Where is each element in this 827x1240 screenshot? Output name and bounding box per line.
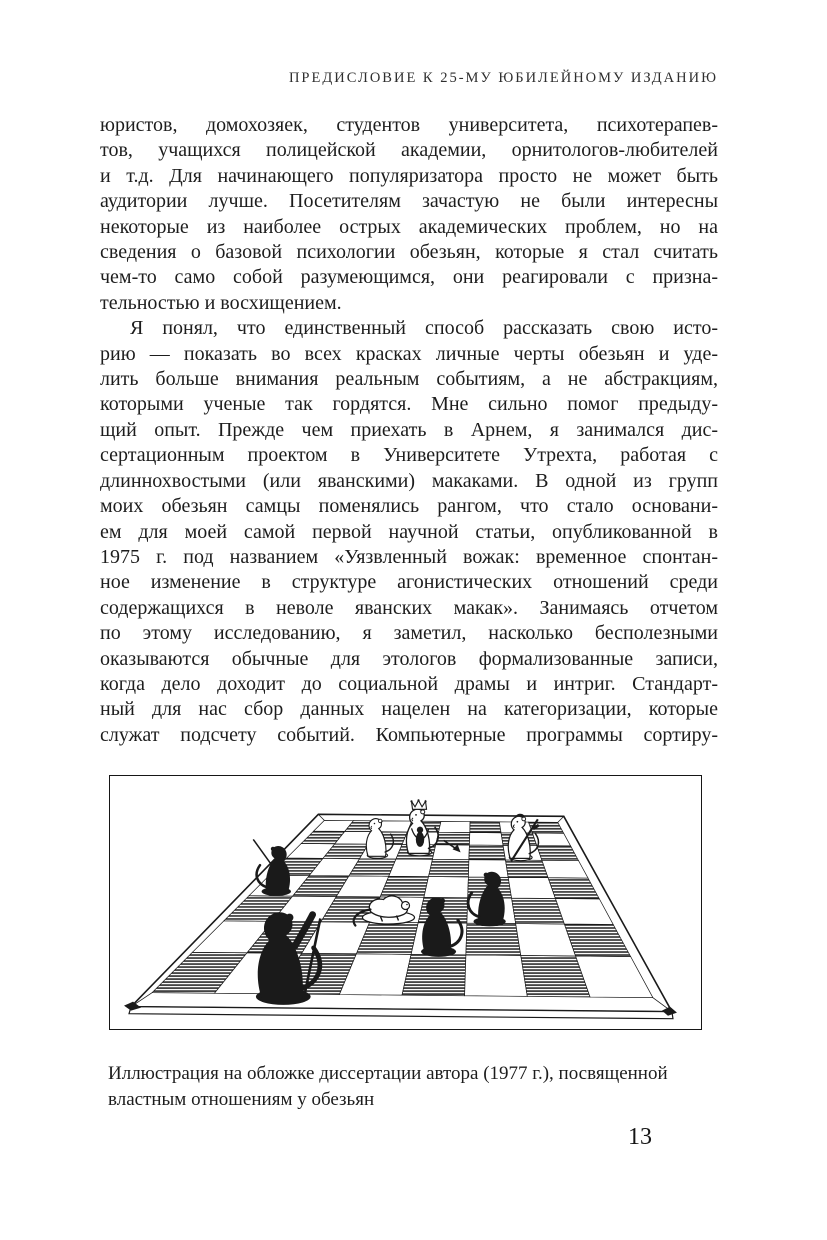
board-cell bbox=[508, 877, 555, 898]
board-cell bbox=[424, 877, 468, 898]
board-cell bbox=[505, 860, 548, 878]
text-line: которыми ученые так гордятся. Мне сильно помог предыду- bbox=[100, 393, 718, 416]
board-cell bbox=[469, 832, 503, 845]
board-cell bbox=[466, 923, 521, 955]
body-text bbox=[100, 113, 718, 748]
text-line: рию — показать во всех красках личные черты обезьян и уде- bbox=[100, 342, 718, 365]
text-line: моих обезьян самцы поменялись рангом, что стало основани- bbox=[100, 495, 718, 518]
text-line: тов, учащихся полицейской академии, орнитологов-любителей bbox=[100, 139, 718, 162]
text-line: 1975 г. под названием «Уязвленный вожак: временное спонтан- bbox=[100, 545, 718, 568]
text-line: содержащихся в неволе яванских макак». Занимаясь отчетом bbox=[100, 596, 718, 619]
infant-monkey bbox=[416, 832, 424, 847]
text-line: тельностью и восхищением. bbox=[100, 291, 342, 314]
text-line: некоторые из наиболее острых академических проблем, но на bbox=[100, 215, 718, 238]
text-line: когда дело доходит до социальной драмы и интриг. Стандарт- bbox=[100, 672, 718, 695]
board-cell bbox=[436, 832, 470, 845]
text-line: сертационным проектом в Университете Утрехта, работая с bbox=[100, 444, 718, 467]
text-line: лить больше внимания реальным событиям, а не абстракциям, bbox=[100, 368, 718, 391]
stick bbox=[253, 839, 271, 864]
text-line: оказываются обычные для этологов формализованные записи, bbox=[100, 647, 718, 670]
text-line: ем для моей самой первой научной статьи, опубликованной в bbox=[100, 520, 718, 543]
text-line: сведения о базовой психологии обезьян, которые я стал считать bbox=[100, 241, 718, 264]
text-line: ный для нас сбор данных нацелен на категоризации, которые bbox=[100, 698, 718, 721]
text-line: длиннохвостыми (или яванскими) макаками. В одной из групп bbox=[100, 469, 718, 492]
text-line: служат подсчету событий. Компьютерные программы сортиру- bbox=[100, 723, 718, 746]
running-head: ПРЕДИСЛОВИЕ К 25-МУ ЮБИЛЕЙНОМУ ИЗДАНИЮ bbox=[288, 70, 718, 86]
board-cell bbox=[469, 845, 506, 860]
board-cell bbox=[380, 876, 428, 897]
page-number: 13 bbox=[628, 1124, 652, 1150]
board-cell bbox=[402, 954, 466, 995]
text-line: и т.д. Для начинающего популяризатора просто не может быть bbox=[100, 164, 718, 187]
text-line: щий опыт. Прежде чем приехать в Арнем, я занимался дис- bbox=[100, 418, 718, 441]
board-cell bbox=[432, 845, 469, 860]
text-line: юристов, домохозяек, студентов университета, психотерапев- bbox=[100, 114, 718, 136]
figure-caption bbox=[108, 1061, 688, 1112]
chessboard-illustration bbox=[110, 776, 701, 1029]
crown bbox=[412, 800, 427, 809]
caption-line: Иллюстрация на обложке диссертации автора (1977 г.), посвященной bbox=[108, 1063, 668, 1084]
caption-line: властным отношениям у обезьян bbox=[108, 1088, 375, 1110]
text-line: по этому исследованию, я заметил, насколько бесполезными bbox=[100, 622, 718, 645]
board-cell bbox=[470, 822, 501, 833]
figure-box bbox=[109, 775, 702, 1030]
board-cell bbox=[465, 955, 528, 996]
text-line: аудитории лучше. Посетителям зачастую не были интересны bbox=[100, 190, 718, 213]
text-line: ное изменение в структуре агонистических отношений среди bbox=[100, 571, 718, 594]
text-line: Я понял, что единственный способ рассказать свою исто- bbox=[130, 317, 718, 340]
text-line: чем-то само собой разумеющимся, они реагировали с призна- bbox=[100, 266, 718, 289]
board-cell bbox=[439, 821, 471, 832]
board-cell bbox=[429, 859, 469, 877]
board-cell bbox=[389, 859, 433, 877]
